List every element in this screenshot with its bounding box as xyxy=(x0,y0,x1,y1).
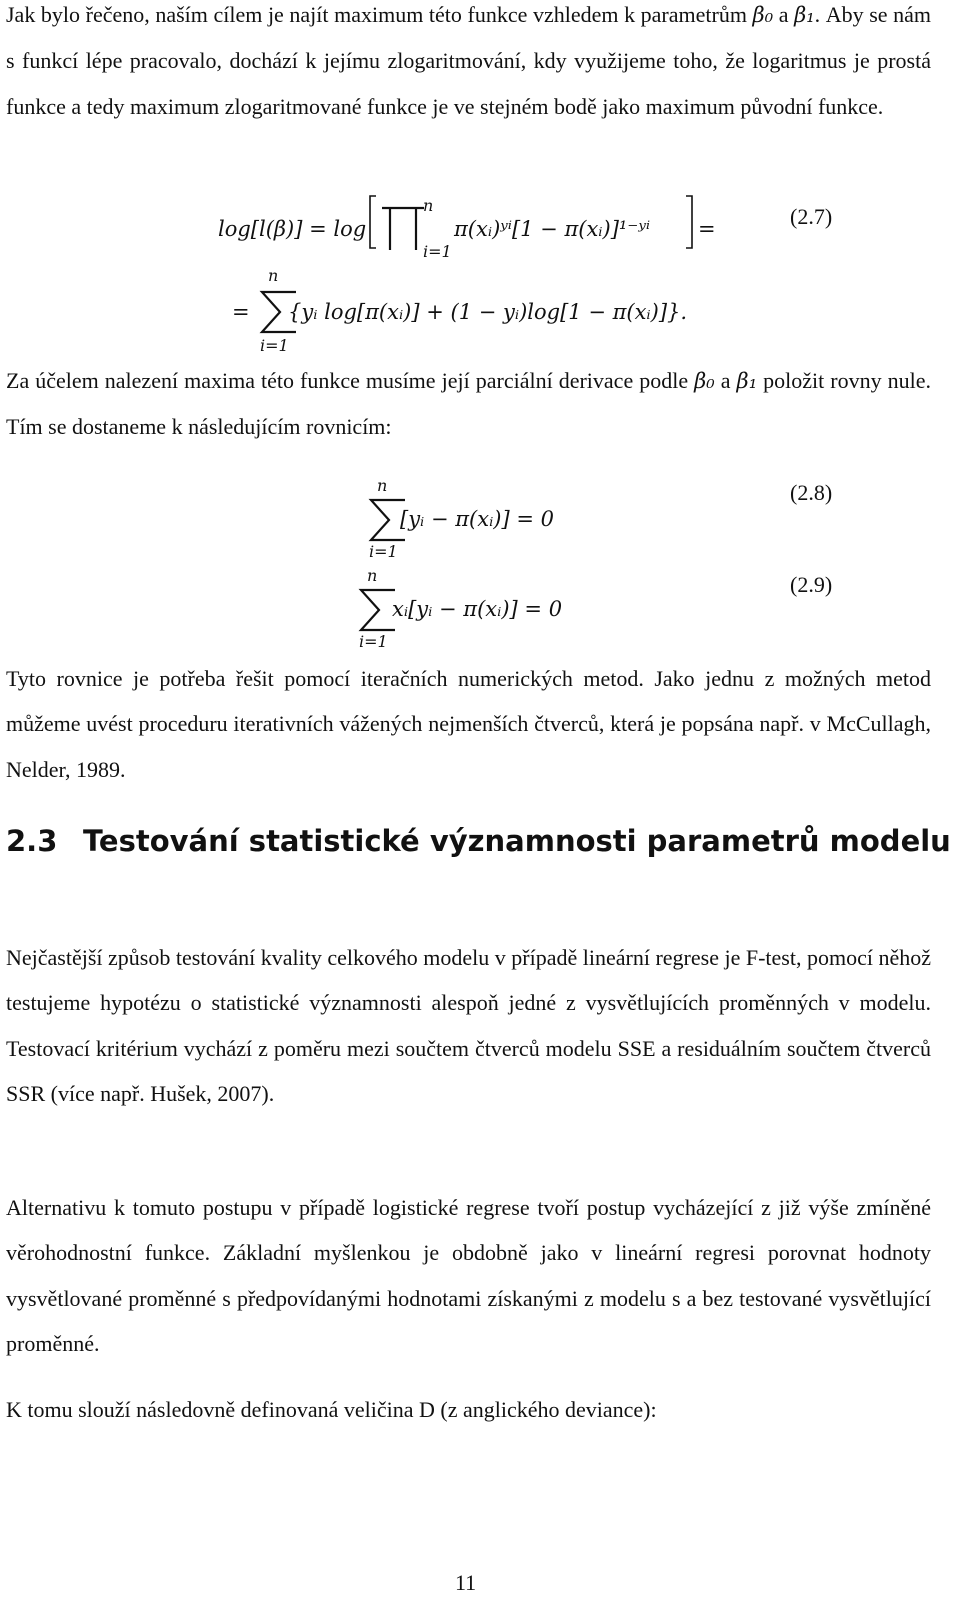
maxima-paragraph xyxy=(6,358,931,450)
eq27-sum-lower: i=1 xyxy=(260,336,289,355)
eq27-product-upper: n xyxy=(423,196,434,215)
product-symbol xyxy=(378,204,428,254)
intro-paragraph xyxy=(6,0,931,129)
ftest-paragraph: Nejčastější způsob testování kvality celkového modelu v případě lineární regrese je F-test, pomocí něhož testujeme hypotézu o statistické významnosti alespoň jedné z vysvětlujících proměnných v modelu. Testovací kritérium vychází z poměru mezi součtem čtverců modelu SSE a residuálním součtem čtverců SSR (více např. Hušek, 2007). xyxy=(6,945,931,1106)
section-title: Testování statistické významnosti parametrů modelu xyxy=(83,824,951,858)
beta0-symbol: β₀ xyxy=(752,3,774,27)
eq29-sum-lower: i=1 xyxy=(359,632,388,651)
eq28-sum-upper: n xyxy=(377,476,388,495)
eq27-sum-upper: n xyxy=(268,266,279,285)
intro-text-b: a xyxy=(773,2,795,27)
eq27-lhs: log[l(β)] = log xyxy=(218,217,367,241)
eq29-body: xᵢ[yᵢ − π(xᵢ)] = 0 xyxy=(392,597,563,621)
intro-text-a: Jak bylo řečeno, naším cílem je najít maximum této funkce vzhledem k parametrům xyxy=(6,2,753,27)
eq27-line2-equals: = xyxy=(232,300,250,324)
eq28-body: [yᵢ − π(xᵢ)] = 0 xyxy=(400,507,554,531)
eq-number-2-9: (2.9) xyxy=(790,572,833,597)
eq-number-2-7: (2.7) xyxy=(790,204,833,229)
eq29-sum-upper: n xyxy=(367,566,378,585)
iterative-paragraph: Tyto rovnice je potřeba řešit pomocí iteračních numerických metod. Jako jednu z možných metod můžeme uvést proceduru iterativních vážených nejmenších čtverců, která je popsána např. v McCullagh, Nelder, 1989. xyxy=(6,666,931,782)
maxima-text-c: položit rovny nule. Tím se dostaneme k následujícím rovnicím: xyxy=(6,368,932,440)
alternative-paragraph: Alternativu k tomuto postupu v případě logistické regrese tvoří postup vycházející z již výše zmíněné věrohodnostní funkce. Základní myšlenkou je obdobně jako v lineární regresi porovnat hodnoty vysvětlované proměnné s předpovídanými hodnotami získanými z modelu s a bez testované vysvětlující proměnné. xyxy=(6,1195,931,1356)
beta1-symbol: β₁ xyxy=(736,369,758,393)
deviance-paragraph: K tomu slouží následovně definovaná veličina D (z anglického deviance): xyxy=(6,1397,657,1422)
intro-text-c: . Aby se nám s funkcí lépe pracovalo, dochází k jejímu zlogaritmování, kdy využijeme toho, že logaritmus je prostá funkce a tedy maximum zlogaritmované funkce je ve stejném bodě jako maximum původní funkce. xyxy=(6,2,931,119)
eq-number-2-8: (2.8) xyxy=(790,480,833,505)
beta1-symbol: β₁ xyxy=(794,3,815,27)
eq28-sum-lower: i=1 xyxy=(369,542,398,561)
section-heading xyxy=(6,812,960,870)
section-number: 2.3 xyxy=(6,824,58,858)
eq27-line2-body: {yᵢ log[π(xᵢ)] + (1 − yᵢ)log[1 − π(xᵢ)]}. xyxy=(288,300,688,324)
eq27-end: = xyxy=(698,217,716,241)
maxima-text-b: a xyxy=(714,368,737,393)
maxima-text-a: Za účelem nalezení maxima této funkce musíme její parciální derivace podle xyxy=(6,368,695,393)
beta0-symbol: β₀ xyxy=(694,369,715,393)
page-number: 11 xyxy=(455,1570,477,1595)
eq27-term: π(xᵢ)ʸⁱ[1 − π(xᵢ)]¹⁻ʸⁱ xyxy=(454,217,651,241)
eq27-product-lower: i=1 xyxy=(423,242,452,261)
